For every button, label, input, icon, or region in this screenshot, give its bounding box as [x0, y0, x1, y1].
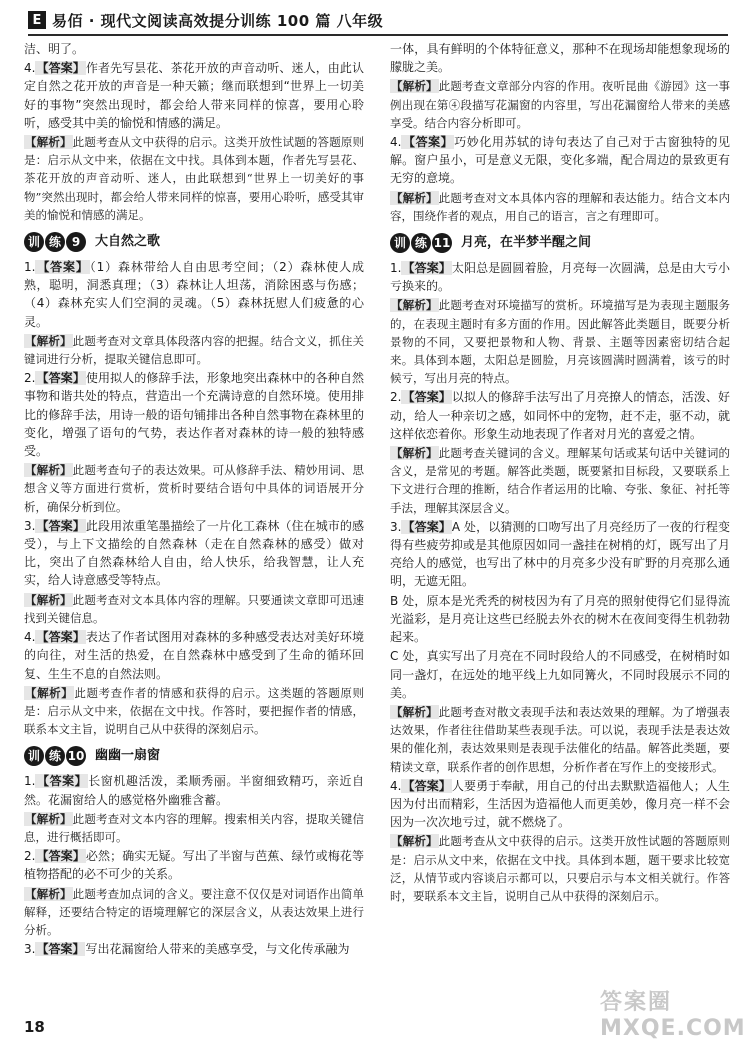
answer-item [24, 369, 364, 460]
answer-label: 【答案】 [36, 849, 85, 864]
answer-text: 长窗机趣活泼，柔顺秀丽。半窗细致精巧，亲近自然。花漏窗给人的感觉格外幽雅含蓄。 [24, 774, 364, 807]
analysis-item [390, 296, 730, 387]
left-column [24, 40, 364, 1000]
answer-item [390, 388, 730, 443]
analysis-label: 【解析】 [391, 79, 438, 94]
analysis-label: 【解析】 [25, 592, 72, 607]
item-number: 4. [24, 61, 36, 76]
answer-label: 【答案】 [402, 390, 451, 405]
analysis-label: 【解析】 [25, 811, 72, 826]
analysis-label: 【解析】 [25, 685, 74, 700]
item-number: 2. [390, 390, 402, 405]
analysis-item [390, 703, 730, 776]
item-number: 3. [390, 519, 402, 534]
watermark-logo [600, 985, 746, 1045]
section-badge-char: 练 [45, 746, 65, 766]
item-number: 4. [390, 135, 402, 150]
analysis-label: 【解析】 [391, 298, 438, 313]
analysis-item [390, 444, 730, 517]
section-badge-char: 训 [24, 232, 44, 252]
analysis-label: 【解析】 [25, 333, 72, 348]
answer-item [24, 847, 364, 883]
analysis-text: 此题考查文章部分内容的作用。夜听昆曲《游园》这一事例出现在第④段描写花漏窗的内容里，写出花漏窗给人带来的美感享受。结合内容分析即可。 [390, 79, 730, 130]
analysis-item [24, 133, 364, 224]
section-badge-number: 11 [432, 233, 452, 253]
answer-label: 【答案】 [36, 518, 85, 533]
answer-item [24, 628, 364, 683]
answer-item [24, 940, 364, 958]
analysis-item [390, 832, 730, 905]
continued-text: 洁、明了。 [24, 42, 85, 56]
item-number: 1. [24, 260, 36, 275]
answer-text: （1）森林带给人自由思考空间；（2）森林使人成熟，聪明，洞悉真理；（3）森林让人坦荡，消除困惑与伤感；（4）森林充实人们空洞的灵魂。（5）森林抚慰人们疲惫的心灵。 [24, 260, 364, 329]
answer-continued: C 处，真实写出了月亮在不同时段给人的不同感受，在树梢时如同一盏灯，在远处的地平线上九如同篝火，不同时段展示不同的美。 [390, 649, 730, 700]
answer-text: 表达了作者试图用对森林的多种感受表达对美好环境的向往，对生活的热爱，在自然森林中感受到了生命的循环回复、生生不息的自然法则。 [24, 630, 364, 681]
analysis-label: 【解析】 [25, 463, 72, 478]
answer-text: 使用拟人的修辞手法，形象地突出森林中的各种自然事物和谐共处的特点，营造出一个充满诗意的自然环境。使用排比的修辞手法，用诗一般的语句铺排出各种自然事物在森林里的变化，增强了语句的气势，表达作者对森林的诗一般的独特感受。 [24, 371, 364, 459]
analysis-label: 【解析】 [391, 704, 438, 719]
watermark-text: 答案圈 [600, 990, 673, 1015]
analysis-label: 【解析】 [25, 135, 72, 150]
section-badge-char: 训 [24, 746, 44, 766]
section-heading-9 [24, 230, 364, 254]
item-number: 2. [24, 371, 36, 386]
answer-text: 写出花漏窗给人带来的美感享受，与文化传承融为 [85, 942, 350, 957]
answer-label: 【答案】 [36, 774, 88, 789]
answer-text: 巧妙化用苏轼的诗句表达了自己对于古窗独特的见解。窗户虽小，可是意义无限，变化多端，配合周边的景致更有无穷的意境。 [390, 135, 730, 186]
analysis-text: 此题考查对文章具体段落内容的把握。结合文义，抓住关键词进行分析，提取关键信息即可。 [24, 333, 364, 367]
answer-text: A 处，以猜测的口吻写出了月亮经历了一夜的行程变得有些疲劳抑或是其他原因如同一盏挂在树梢的灯，既写出了月亮给人的感觉，也写出了林中的月亮多少没有旷野的月亮那么通明，无遮无阻。 [390, 519, 730, 589]
analysis-item [24, 885, 364, 940]
analysis-text: 此题考查从文中获得的启示。这类开放性试题的答题原则是：启示从文中来，依据在文中找。具体到本题，题干要求比较宽泛，从情节或内容谈启示都可以，只要启示与本文相关就行。作答时，要联系本文主旨，说明自己从中获得的深刻启示。 [390, 834, 730, 903]
item-number: 4. [24, 630, 36, 645]
section-badge-char: 训 [390, 233, 410, 253]
analysis-item [24, 591, 364, 627]
answer-label: 【答案】 [402, 261, 451, 276]
page-header [28, 6, 728, 36]
analysis-text: 此题考查对文本内容的理解。搜索相关内容，提取关键信息，进行概括即可。 [24, 811, 364, 844]
section-badge-number: 9 [66, 232, 86, 252]
answer-label: 【答案】 [36, 630, 85, 645]
section-badge-char: 练 [45, 232, 65, 252]
answer-continued: B 处，原本是光秃秃的树枝因为有了月亮的照射使得它们显得流光溢彩，是月亮让这些已经脱去外衣的树木在夜间变得生机勃勃起来。 [390, 593, 730, 645]
analysis-label: 【解析】 [25, 886, 72, 901]
section-badge-number: 10 [66, 746, 86, 766]
answer-item [390, 259, 730, 295]
analysis-text: 此题考查对文本具体内容的理解和表达能力。结合文本内容，围绕作者的观点，用自己的语言，言之有理即可。 [390, 190, 730, 223]
answer-label: 【答案】 [36, 371, 85, 386]
answer-label: 【答案】 [36, 942, 85, 957]
answer-item [24, 258, 364, 331]
analysis-text: 此题考查对环境描写的赏析。环境描写是为表现主题服务的，在表现主题时有多方面的作用。因此解答此类题目，既要分析景物的不同，又要把景物和人物、背景、主题等因素密切结合起来。具体到本题，太阳总是圆脸，月亮该圆满时圆满着，该亏的时候亏，写出月亮的特点。 [390, 298, 730, 386]
answer-text: 人要勇于奉献，用自己的付出去默默造福他人；人生因为付出而精彩，生活因为造福他人而更美妙，像月亮一样不会因为一次次地亏过，就不燃烧了。 [390, 778, 730, 830]
analysis-item [24, 684, 364, 739]
answer-item [390, 777, 730, 832]
section-badge-char: 练 [411, 233, 431, 253]
answer-item [24, 772, 364, 808]
answer-label: 【答案】 [402, 778, 451, 793]
item-number: 4. [390, 778, 402, 793]
section-title: 月亮，在半梦半醒之间 [461, 234, 592, 250]
answer-text: 此段用浓重笔墨描绘了一片化工森林（住在城市的感受），与上下文描绘的自然森林（走在自然森林的感受）做对比，突出了自然森林给人自由，给人快乐，给我智慧，让人充实，给人诗意感受等特点。 [24, 518, 364, 588]
analysis-text: 此题考查句子的表达效果。可从修辞手法、精妙用词、思想含义等方面进行赏析，赏析时要结合语句中具体的词语展开分析，确保分析到位。 [24, 463, 364, 514]
page-number: 18 [24, 1018, 45, 1036]
analysis-item [390, 189, 730, 225]
analysis-item [24, 332, 364, 368]
analysis-item [24, 461, 364, 516]
right-column [390, 40, 730, 1000]
item-number: 3. [24, 942, 36, 957]
section-heading-11 [390, 231, 730, 255]
analysis-label: 【解析】 [391, 190, 438, 205]
answer-label: 【答案】 [36, 260, 89, 275]
answer-text: 必然；确实无疑。写出了半窗与芭蕉、绿竹或梅花等植物搭配的必不可少的关系。 [24, 849, 364, 882]
watermark-url: MXQE.COM [600, 1016, 746, 1041]
item-number: 1. [390, 261, 402, 276]
section-title: 幽幽一扇窗 [95, 748, 161, 764]
brand-logo-icon: E [28, 11, 46, 29]
analysis-text: 此题考查对文本具体内容的理解。只要通读文章即可迅速找到关键信息。 [24, 592, 364, 625]
analysis-text: 此题考查作者的情感和获得的启示。这类题的答题原则是：启示从文中来，依据在文中找。作答时，要把握作者的情感，联系本文主旨，说明自己从中获得的深刻启示。 [24, 685, 364, 737]
analysis-label: 【解析】 [391, 834, 438, 849]
analysis-label: 【解析】 [391, 446, 438, 461]
answer-text: 以拟人的修辞手法写出了月亮撩人的情态，活泼、好动，给人一种亲切之感，如同怀中的宠物，赶不走，驱不动，就这样依恋着你。形象生动地表现了作者对月光的喜爱之情。 [390, 390, 730, 441]
answer-item [24, 517, 364, 590]
section-heading-10 [24, 744, 364, 768]
continued-text: 一体，具有鲜明的个体特征意义，那种不在现场却能想象现场的朦胧之美。 [390, 42, 730, 75]
item-number: 1. [24, 774, 36, 789]
answer-label: 【答案】 [36, 61, 85, 76]
book-title: 易佰 · 现代文阅读高效提分训练 100 篇 八年级 [52, 11, 384, 30]
answer-label: 【答案】 [402, 135, 454, 150]
section-title: 大自然之歌 [95, 233, 161, 249]
item-number: 2. [24, 849, 36, 864]
answer-item [390, 133, 730, 188]
analysis-item [390, 77, 730, 132]
analysis-text: 此题考查关键词的含义。理解某句话或某句话中关键词的含义，是常见的考题。解答此类题，既要紧扣目标段，又要联系上下文进行合理的推断，结合作者运用的比喻、夸张、象征、衬托等手法，理解其深层含义。 [390, 446, 730, 515]
item-number: 3. [24, 518, 36, 533]
answer-item [24, 59, 364, 132]
answer-text: 作者先写昙花、茶花开放的声音动听、迷人，由此认定自然之花开放的声音是一种天籁；继而联想到“世界上一切美好的事物”突然出现时，都会给人带来同样的惊喜，要用心聆听，感受其中美的愉悦和情感的满足。 [24, 61, 364, 130]
analysis-text: 此题考查加点词的含义。要注意不仅仅是对词语作出简单解释，还要结合特定的语境理解它的深层含义，从表达效果上进行分析。 [24, 886, 364, 937]
analysis-item [24, 810, 364, 846]
answer-item [390, 518, 730, 591]
analysis-text: 此题考查对散文表现手法和表达效果的理解。为了增强表达效果，作者往往借助某些表现手法。可以说，表现手法是表达效果的催化剂，表达效果则是表现手法催化的结晶。解答此类题，要精读文章，联系作者的创作思想，分析作者在写作上的变接形式。 [390, 704, 730, 774]
answer-text: 太阳总是圆圆着脸，月亮每一次圆满，总是由大亏小亏换来的。 [390, 261, 730, 294]
answer-label: 【答案】 [402, 519, 451, 534]
analysis-text: 此题考查从文中获得的启示。这类开放性试题的答题原则是：启示从文中来，依据在文中找。具体到本题，作者先写昙花、茶花开放的声音动听、迷人，由此联想到“世界上一切美好的事物”突然出现时，都会给人带来同样的惊喜，要用心聆听，感受其审美的愉悦和情感的满足。 [24, 135, 364, 222]
